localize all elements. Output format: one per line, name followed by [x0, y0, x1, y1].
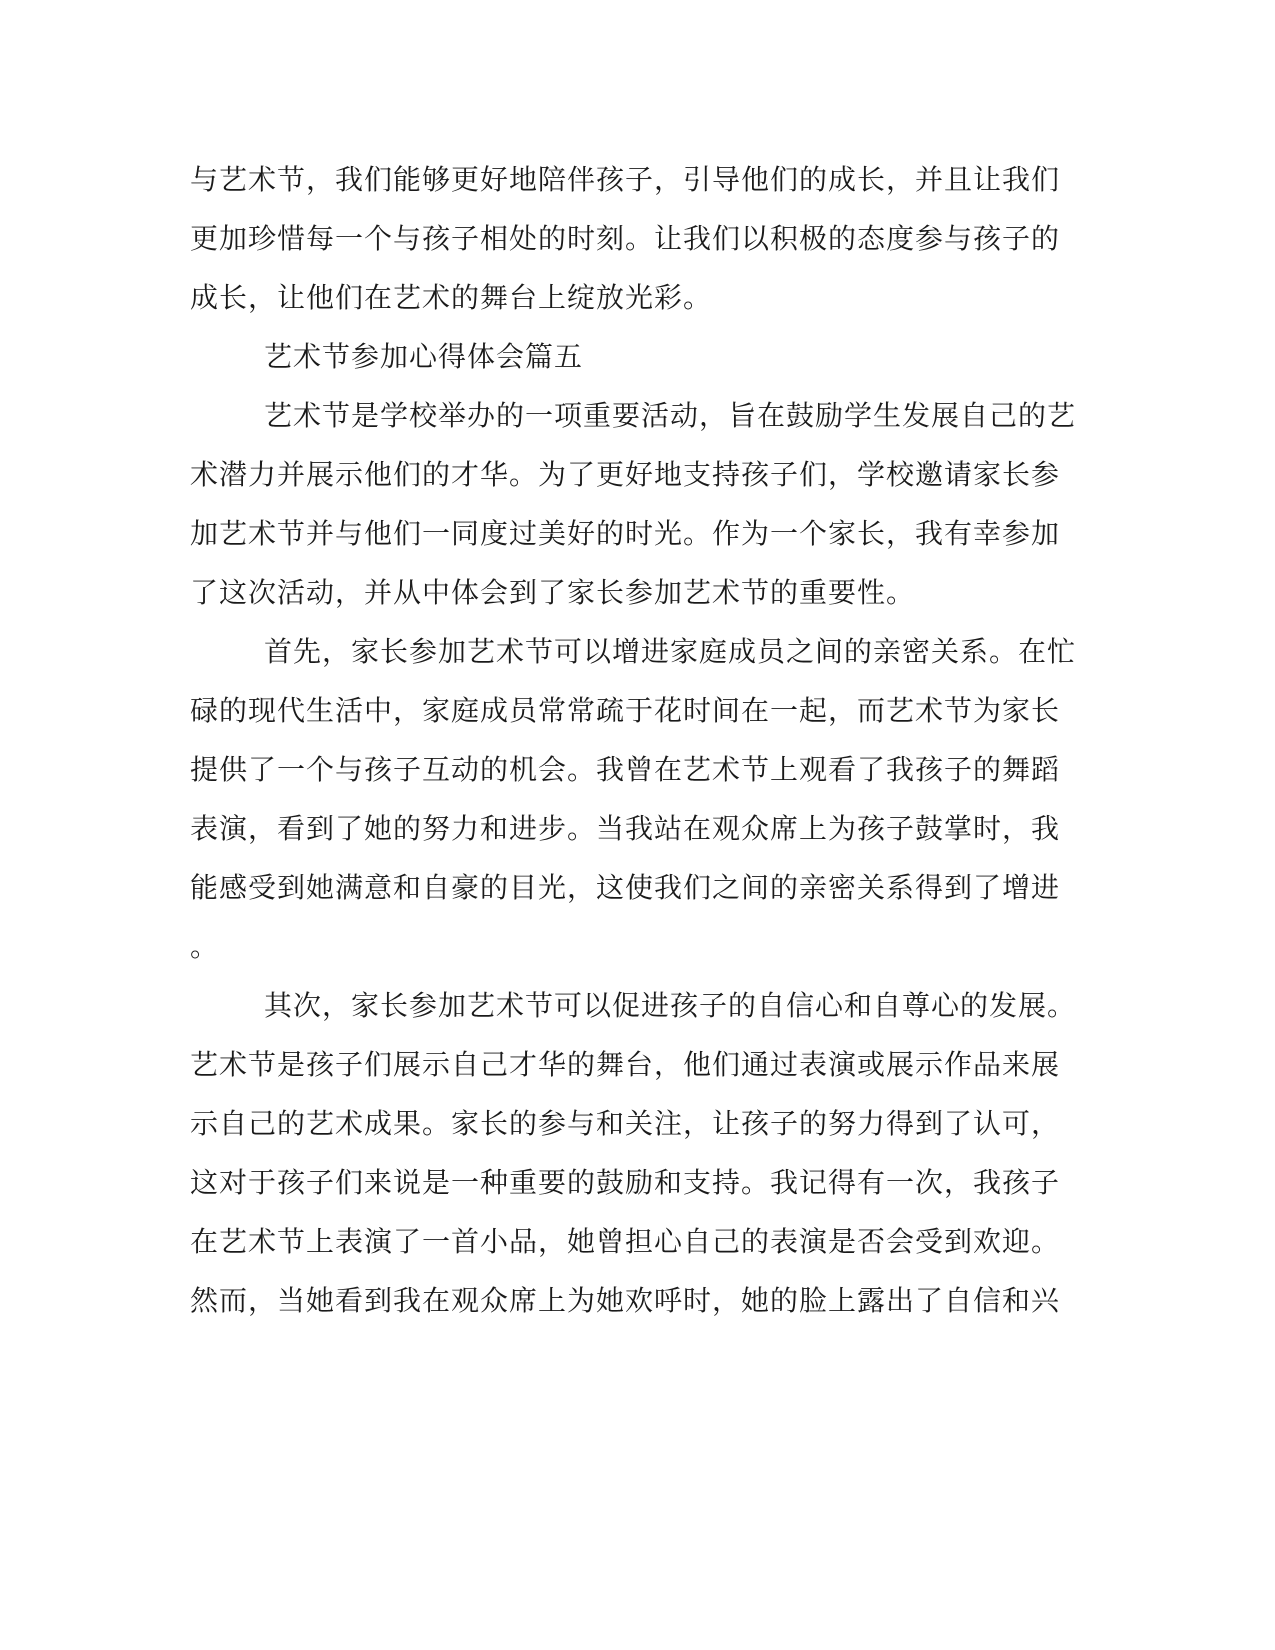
- text-line: 示自己的艺术成果。家长的参与和关注，让孩子的努力得到了认可，: [190, 1107, 1061, 1140]
- text-line: 在艺术节上表演了一首小品，她曾担心自己的表演是否会受到欢迎。: [190, 1225, 1061, 1258]
- text-line: 加艺术节并与他们一同度过美好的时光。作为一个家长，我有幸参加: [190, 517, 1061, 550]
- text-line: 了这次活动，并从中体会到了家长参加艺术节的重要性。: [190, 576, 916, 609]
- text-line: 与艺术节，我们能够更好地陪伴孩子，引导他们的成长，并且让我们: [190, 163, 1061, 196]
- text-line: 表演，看到了她的努力和进步。当我站在观众席上为孩子鼓掌时，我: [190, 812, 1061, 845]
- text-line: 更加珍惜每一个与孩子相处的时刻。让我们以积极的态度参与孩子的: [190, 222, 1061, 255]
- text-line: 术潜力并展示他们的才华。为了更好地支持孩子们，学校邀请家长参: [190, 458, 1061, 491]
- text-line: 能感受到她满意和自豪的目光，这使我们之间的亲密关系得到了增进: [190, 871, 1061, 904]
- text-line: 提供了一个与孩子互动的机会。我曾在艺术节上观看了我孩子的舞蹈: [190, 753, 1061, 786]
- text-line: 首先，家长参加艺术节可以增进家庭成员之间的亲密关系。在忙: [264, 635, 1077, 668]
- text-line: 。: [190, 930, 220, 963]
- text-line: 成长，让他们在艺术的舞台上绽放光彩。: [190, 281, 713, 314]
- text-line: 其次，家长参加艺术节可以促进孩子的自信心和自尊心的发展。: [264, 989, 1077, 1022]
- section-heading: 艺术节参加心得体会篇五: [264, 340, 584, 373]
- text-line: 这对于孩子们来说是一种重要的鼓励和支持。我记得有一次，我孩子: [190, 1166, 1061, 1199]
- text-line: 碌的现代生活中，家庭成员常常疏于花时间在一起，而艺术节为家长: [190, 694, 1061, 727]
- text-line: 艺术节是学校举办的一项重要活动，旨在鼓励学生发展自己的艺: [264, 399, 1077, 432]
- text-line: 艺术节是孩子们展示自己才华的舞台，他们通过表演或展示作品来展: [190, 1048, 1061, 1081]
- text-line: 然而，当她看到我在观众席上为她欢呼时，她的脸上露出了自信和兴: [190, 1284, 1061, 1317]
